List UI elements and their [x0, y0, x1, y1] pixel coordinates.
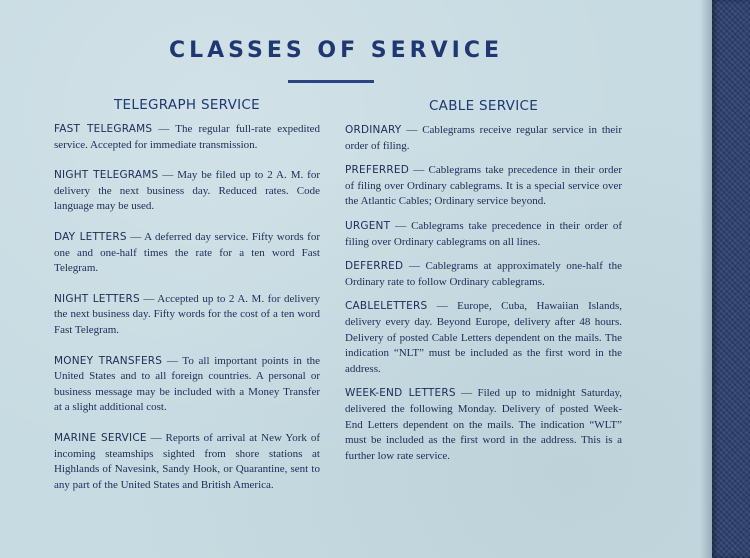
service-description: — Reports of arrival at New York of incoming steamships sighted from shore stations at Highlands of Navesink, Sandy Hook, or Quarantine, sent to any part of the United States and British America. — [54, 431, 320, 491]
service-description: — Cablegrams at approximately one-half the Ordinary rate to follow Ordinary cablegrams. — [345, 260, 622, 288]
service-term: ORDINARY — [345, 124, 402, 136]
telegraph-service-heading: TELEGRAPH SERVICE — [114, 97, 260, 113]
service-entry — [345, 259, 622, 290]
service-entry — [345, 299, 622, 377]
service-description: — Accepted up to 2 A. M. for delivery the next business day. Fifty words for the cost of a ten word Fast Telegram. — [54, 292, 321, 336]
service-term: MONEY TRANSFERS — [54, 354, 163, 367]
service-description: — Cablegrams receive regular service in their order of filing. — [345, 124, 622, 152]
service-entry — [54, 168, 320, 215]
cable-service-heading: CABLE SERVICE — [428, 98, 539, 114]
title-divider — [288, 80, 374, 83]
service-entry — [345, 219, 622, 250]
page-title: CLASSES OF SERVICE — [168, 38, 503, 63]
service-description: — Cablegrams take precedence in their order of filing over Ordinary cablegrams. It is a special service over the Atlantic Cables; Ordinary service beyond. — [345, 164, 622, 208]
service-entry — [345, 163, 622, 210]
service-description: — Filed up to midnight Saturday, delivered the following Monday. Delivery of posted Week-End Letters dependent on the mails. The indication “WLT” must be included as the first word in the address. This is a further low rate service. — [345, 387, 622, 462]
service-term: DEFERRED — [345, 260, 404, 273]
service-description: — The regular full-rate expedited service. Accepted for immediate transmission. — [54, 123, 321, 151]
service-entry — [345, 386, 622, 464]
service-term: NIGHT LETTERS — [54, 292, 140, 305]
service-term: NIGHT TELEGRAMS — [54, 169, 159, 182]
service-term: URGENT — [345, 219, 391, 232]
cover-binding — [712, 0, 750, 558]
service-entry — [54, 122, 320, 153]
service-term: DAY LETTERS — [54, 230, 127, 243]
service-entry — [54, 292, 320, 339]
telegraph-service-column — [54, 97, 320, 508]
service-term: PREFERRED — [345, 164, 410, 177]
service-term: FAST TELEGRAMS — [54, 123, 153, 135]
paper-edge-shadow — [700, 0, 712, 558]
service-description: — Europe, Cuba, Hawaiian Islands, delivery every day. Beyond Europe, delivery after 48 hours. Delivery of posted Cable Letters dependent on the mails. The indication “NLT” must be included as the first word in the address. — [345, 300, 622, 375]
service-entry — [54, 354, 320, 416]
service-description: — Cablegrams take precedence in their order of filing over Ordinary cablegrams on all lines. — [345, 219, 622, 248]
service-entry — [54, 431, 320, 493]
service-term: MARINE SERVICE — [54, 431, 147, 444]
service-description: — May be filed up to 2 A. M. for delivery the next business day. Reduced rates. Code language may be used. — [54, 169, 320, 213]
service-entry — [345, 123, 622, 154]
service-term: CABLELETTERS — [345, 300, 428, 313]
cable-service-column — [345, 97, 622, 473]
service-description: — To all important points in the United States and to all foreign countries. A personal or business message may be included with a Money Transfer at a slight additional cost. — [54, 354, 321, 414]
service-entry — [54, 230, 320, 277]
service-description: — A deferred day service. Fifty words for one and one-half times the rate for a ten word Fast Telegram. — [54, 230, 320, 275]
service-term: WEEK-END LETTERS — [345, 387, 456, 400]
